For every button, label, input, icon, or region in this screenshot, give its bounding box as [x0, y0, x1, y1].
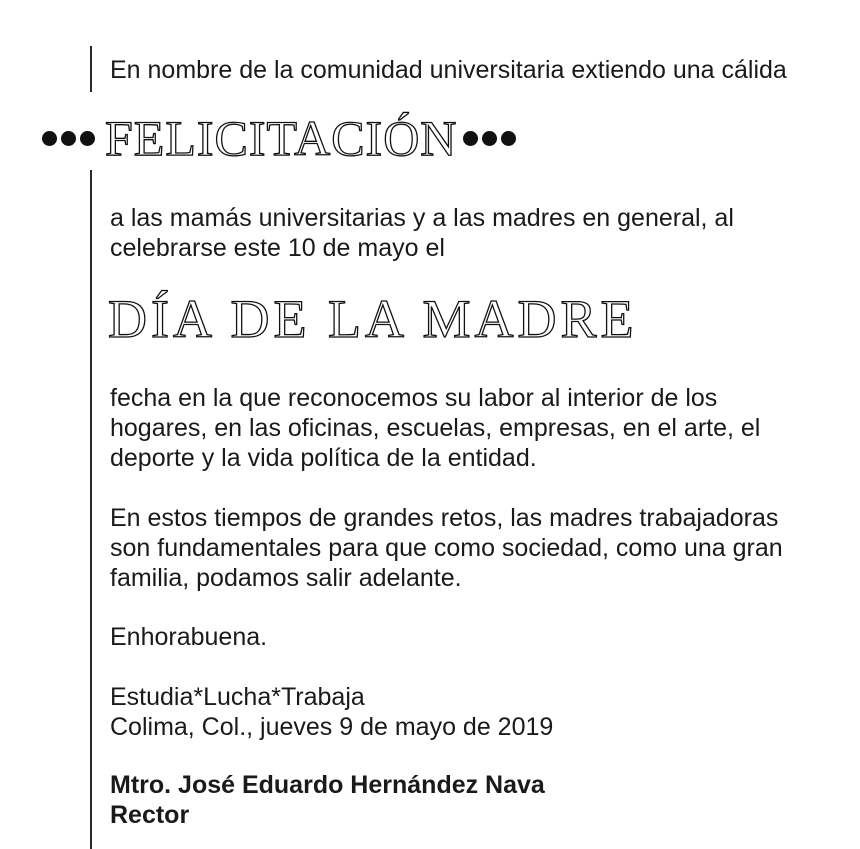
paragraph-challenges: [110, 503, 840, 593]
heading-felicitacion: FELICITACIÓN: [105, 110, 458, 166]
day-title: DÍA DE LA MADRE: [108, 289, 638, 349]
dot-icon: [42, 131, 57, 146]
signatory-title: Rector: [110, 801, 190, 829]
dot-icon: [482, 131, 497, 146]
paragraph-line: fecha en la que reconocemos su labor al interior de los: [110, 384, 718, 412]
dot-icon: [80, 131, 95, 146]
paragraph-line: a las mamás universitarias y a las madres en general, al: [110, 204, 734, 232]
vertical-rule-top: [90, 46, 92, 92]
closing-text: Enhorabuena.: [110, 623, 268, 651]
dot-icon: [501, 131, 516, 146]
signatory-name: Mtro. José Eduardo Hernández Nava: [110, 771, 545, 799]
paragraph-line: celebrarse este 10 de mayo el: [110, 234, 445, 262]
intro-text: En nombre de la comunidad universitaria extiendo una cálida: [110, 56, 787, 84]
dot-icon: [463, 131, 478, 146]
place-date-text: Colima, Col., jueves 9 de mayo de 2019: [110, 713, 554, 741]
dot-icon: [61, 131, 76, 146]
vertical-rule-main: [90, 170, 92, 849]
paragraph-line: son fundamentales para que como sociedad, como una gran: [110, 534, 783, 562]
motto-text: Estudia*Lucha*Trabaja: [110, 683, 365, 711]
paragraph-congratulation: [110, 203, 840, 263]
paragraph-line: familia, podamos salir adelante.: [110, 564, 462, 592]
bullet-dots-left: [42, 131, 95, 146]
paragraph-line: hogares, en las oficinas, escuelas, empresas, en el arte, el: [110, 414, 761, 442]
bullet-dots-right: [463, 131, 516, 146]
paragraph-line: deporte y la vida política de la entidad.: [110, 444, 537, 472]
paragraph-line: En estos tiempos de grandes retos, las madres trabajadoras: [110, 504, 779, 532]
paragraph-recognition: [110, 383, 840, 473]
heading-row: [42, 108, 516, 168]
